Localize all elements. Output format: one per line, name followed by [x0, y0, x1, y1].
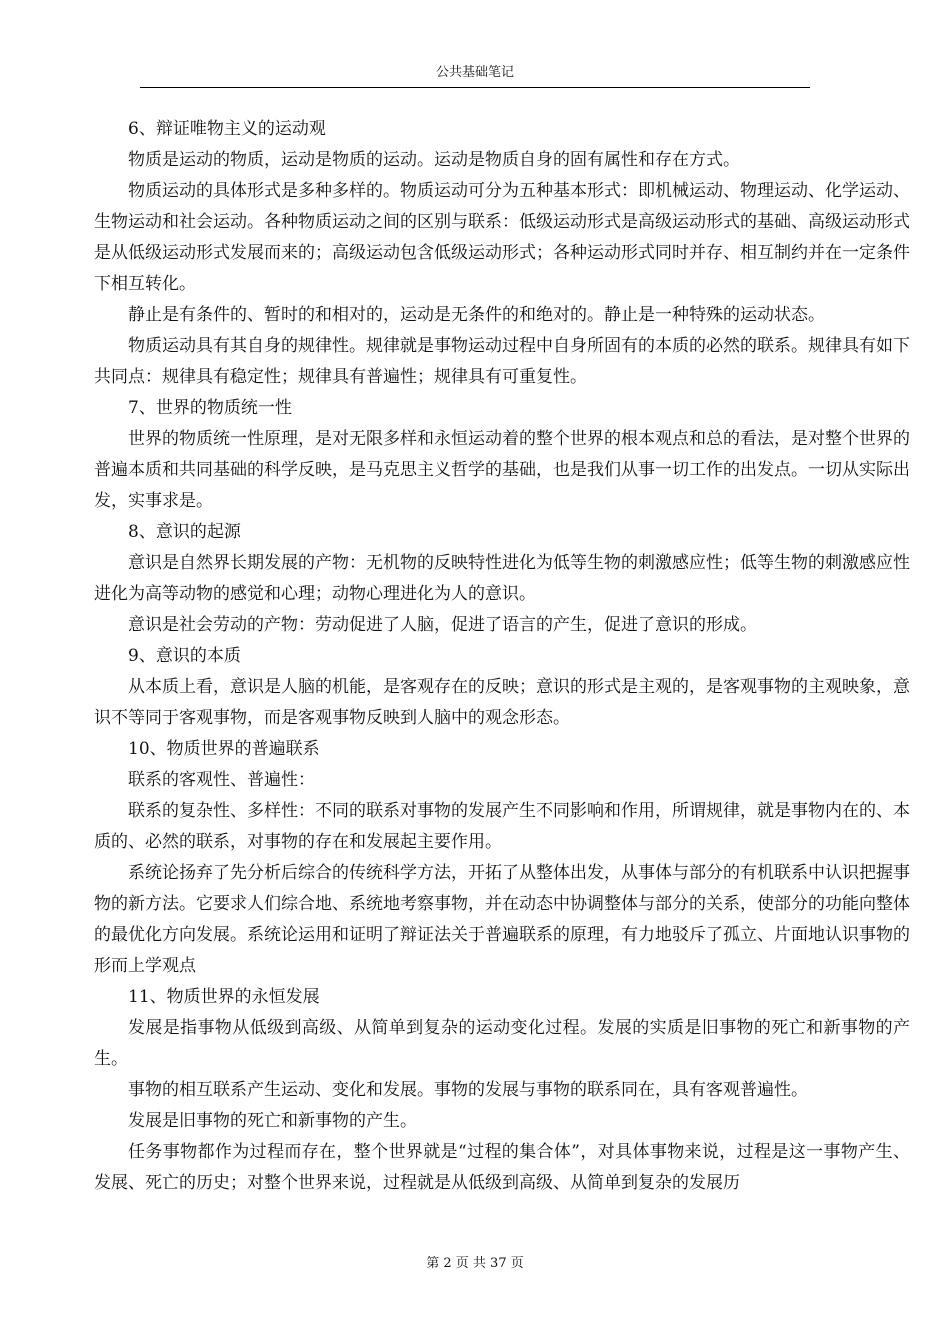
- paragraph: 世界的物质统一性原理，是对无限多样和永恒运动着的整个世界的根本观点和总的看法，是对整个世界的普遍本质和共同基础的科学反映，是马克思主义哲学的基础，也是我们从事一切工作的出发点。一切从实际出发，实事求是。: [94, 429, 910, 511]
- document-body: [94, 114, 910, 1199]
- paragraph: 物质运动的具体形式是多种多样的。物质运动可分为五种基本形式：即机械运动、物理运动、化学运动、生物运动和社会运动。各种物质运动之间的区别与联系：低级运动形式是高级运动形式的基础、高级运动形式是从低级运动形式发展而来的；高级运动包含低级运动形式；各种运动形式同时并存、相互制约并在一定条件下相互转化。: [94, 181, 910, 294]
- paragraph: 联系的客观性、普遍性：: [128, 770, 315, 790]
- page-header-title: 公共基础笔记: [435, 65, 514, 80]
- header-divider: [140, 87, 810, 88]
- section-heading-7: 7、世界的物质统一性: [128, 398, 292, 418]
- paragraph: 联系的复杂性、多样性：不同的联系对事物的发展产生不同影响和作用，所谓规律，就是事物内在的、本质的、必然的联系，对事物的存在和发展起主要作用。: [94, 801, 910, 852]
- paragraph: 意识是社会劳动的产物：劳动促进了人脑，促进了语言的产生，促进了意识的形成。: [128, 615, 757, 635]
- paragraph: 系统论扬弃了先分析后综合的传统科学方法，开拓了从整体出发，从事体与部分的有机联系中认识把握事物的新方法。它要求人们综合地、系统地考察事物，并在动态中协调整体与部分的关系，使部分的功能向整体的最优化方向发展。系统论运用和证明了辩证法关于普遍联系的原理，有力地驳斥了孤立、片面地认识事物的形而上学观点: [94, 863, 910, 976]
- paragraph: 意识是自然界长期发展的产物：无机物的反映特性进化为低等生物的刺激感应性；低等生物的刺激感应性进化为高等动物的感觉和心理；动物心理进化为人的意识。: [94, 553, 910, 604]
- paragraph: 物质是运动的物质，运动是物质的运动。运动是物质自身的固有属性和存在方式。: [128, 150, 740, 170]
- paragraph: 物质运动具有其自身的规律性。规律就是事物运动过程中自身所固有的本质的必然的联系。规律具有如下共同点：规律具有稳定性；规律具有普遍性；规律具有可重复性。: [94, 336, 910, 387]
- paragraph: 静止是有条件的、暂时的和相对的，运动是无条件的和绝对的。静止是一种特殊的运动状态。: [128, 305, 825, 325]
- paragraph: 从本质上看，意识是人脑的机能，是客观存在的反映；意识的形式是主观的，是客观事物的主观映象，意识不等同于客观事物，而是客观事物反映到人脑中的观念形态。: [94, 677, 910, 728]
- page-number-footer: 第 2 页 共 37 页: [426, 1256, 524, 1271]
- paragraph: 发展是旧事物的死亡和新事物的产生。: [128, 1111, 417, 1131]
- section-heading-8: 8、意识的起源: [128, 522, 241, 542]
- paragraph: 事物的相互联系产生运动、变化和发展。事物的发展与事物的联系同在，具有客观普遍性。: [128, 1080, 808, 1100]
- section-heading-10: 10、物质世界的普遍联系: [128, 739, 320, 759]
- section-heading-6: 6、辩证唯物主义的运动观: [128, 119, 326, 139]
- paragraph: 发展是指事物从低级到高级、从简单到复杂的运动变化过程。发展的实质是旧事物的死亡和新事物的产生。: [94, 1018, 910, 1069]
- section-heading-9: 9、意识的本质: [128, 646, 241, 666]
- paragraph: 任务事物都作为过程而存在，整个世界就是“过程的集合体”，对具体事物来说，过程是这一事物产生、发展、死亡的历史；对整个世界来说，过程就是从低级到高级、从简单到复杂的发展历: [94, 1142, 910, 1193]
- section-heading-11: 11、物质世界的永恒发展: [128, 987, 320, 1007]
